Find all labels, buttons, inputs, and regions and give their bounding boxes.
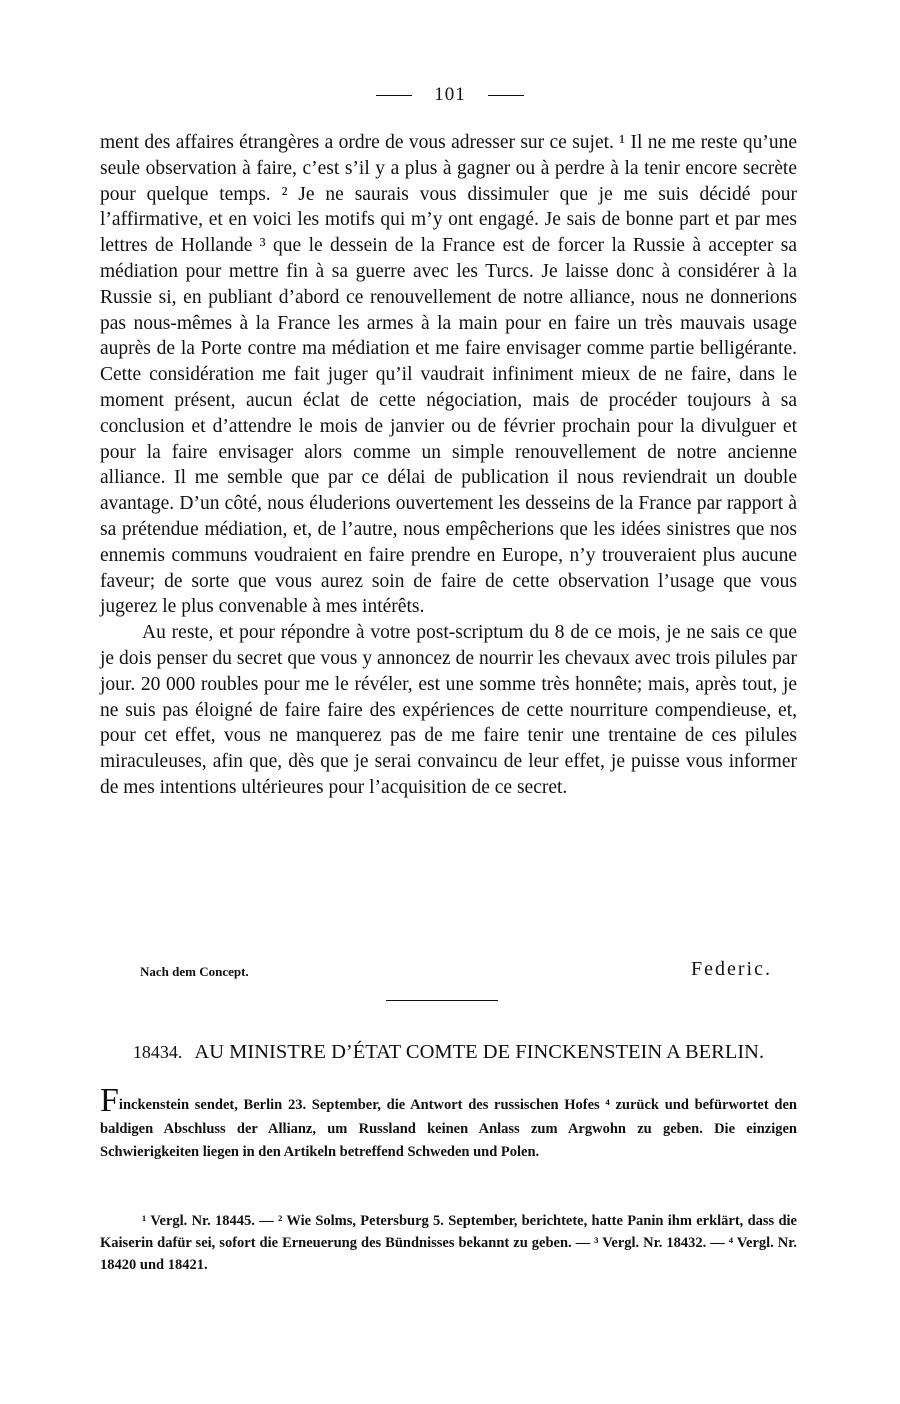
footnotes <box>100 1210 797 1276</box>
header-dash-left <box>376 95 412 96</box>
summary-initial: F <box>100 1082 119 1119</box>
signature: Federic. <box>691 958 772 980</box>
letter-summary <box>100 1082 797 1165</box>
letter-heading: AU MINISTRE D’ÉTAT COMTE DE FINCKENSTEIN A BERLIN. <box>194 1041 765 1063</box>
page-number: 101 <box>434 84 466 105</box>
letter-paragraph-1: ment des affaires étrangères a ordre de vous adresser sur ce sujet. ¹ Il ne me reste qu’une seule observation à faire, c’est s’il y a plus à gagner ou à perdre à la tenir encore secrète pour quelque temps. ² Je ne saurais vous dissimuler que je me suis décidé pour l’affirmative, et en voici les motifs qui m’y ont engagé. Je sais de bonne part et par mes lettres de Hollande ³ que le dessein de la France est de forcer la Russie à accepter sa médiation pour mettre fin à sa guerre avec les Turcs. Je laisse donc à considérer à la Russie si, en publiant d’abord ce renouvellement de notre alliance, nous ne donnerions pas nous-mêmes à la France les armes à la main pour en faire un très mauvais usage auprès de la Porte contre ma médiation et me faire envisager comme partie belligérante. Cette considération me fait juger qu’il vaudrait infiniment mieux de ne faire, dans le moment présent, aucun éclat de cette négociation, mais de procéder toujours à sa conclusion et d’attendre le mois de janvier ou de février prochain pour la divulguer et pour la faire envisager alors comme un simple renouvellement de notre ancienne alliance. Il me semble que par ce délai de publication il nous reviendrait un double avantage. D’un côté, nous éluderions ouvertement les desseins de la France par rapport à sa prétendue médiation, et, de l’autre, nous empêcherions que les idées sinistres que nos ennemis communs voudraient en faire prendre en Europe, n’y trouveraient plus aucune faveur; de sorte que vous aurez soin de faire de cette observation l’usage que vous jugerez le plus convenable à mes intérêts. <box>100 132 797 618</box>
section-divider <box>386 1000 498 1001</box>
source-note: Nach dem Concept. <box>140 964 249 979</box>
letter-paragraph-2: Au reste, et pour répondre à votre post-scriptum du 8 de ce mois, je ne sais ce que je dois penser du secret que vous y annoncez de nourrir les chevaux avec trois pilules par jour. 20 000 roubles pour me le révéler, est une somme très honnête; mais, après tout, je ne suis pas éloigné de faire faire des expériences de cette nourriture compendieuse, et, pour cet effet, vous ne manquerez pas de me faire tenir une trentaine de ces pilules miraculeuses, afin que, dès que je serai convaincu de leur effet, je puisse vous informer de mes intentions ultérieures pour l’acquisition de ce secret. <box>100 622 797 798</box>
summary-text: inckenstein sendet, Berlin 23. September, die Antwort des russischen Hofes ⁴ zurück und befürwortet den baldigen Abschluss der Allianz, um Russland keinen Anlass zum Argwohn zu geben. Die einzigen Schwierigkeiten liegen in den Artikeln betreffend Schweden und Polen. <box>100 1097 797 1160</box>
header-dash-right <box>488 95 524 96</box>
letter-heading-block <box>100 1040 797 1064</box>
footnote-text: ¹ Vergl. Nr. 18445. — ² Wie Solms, Petersburg 5. September, berichtete, hatte Panin ihm erklärt, dass die Kaiserin dafür sei, sofort die Erneuerung des Bündnisses bekannt zu geben. — ³ Vergl. Nr. 18432. — ⁴ Vergl. Nr. 18420 und 18421. <box>100 1213 797 1273</box>
letter-body <box>100 130 797 801</box>
letter-number: 18434. <box>132 1042 183 1062</box>
page-header <box>0 84 900 106</box>
